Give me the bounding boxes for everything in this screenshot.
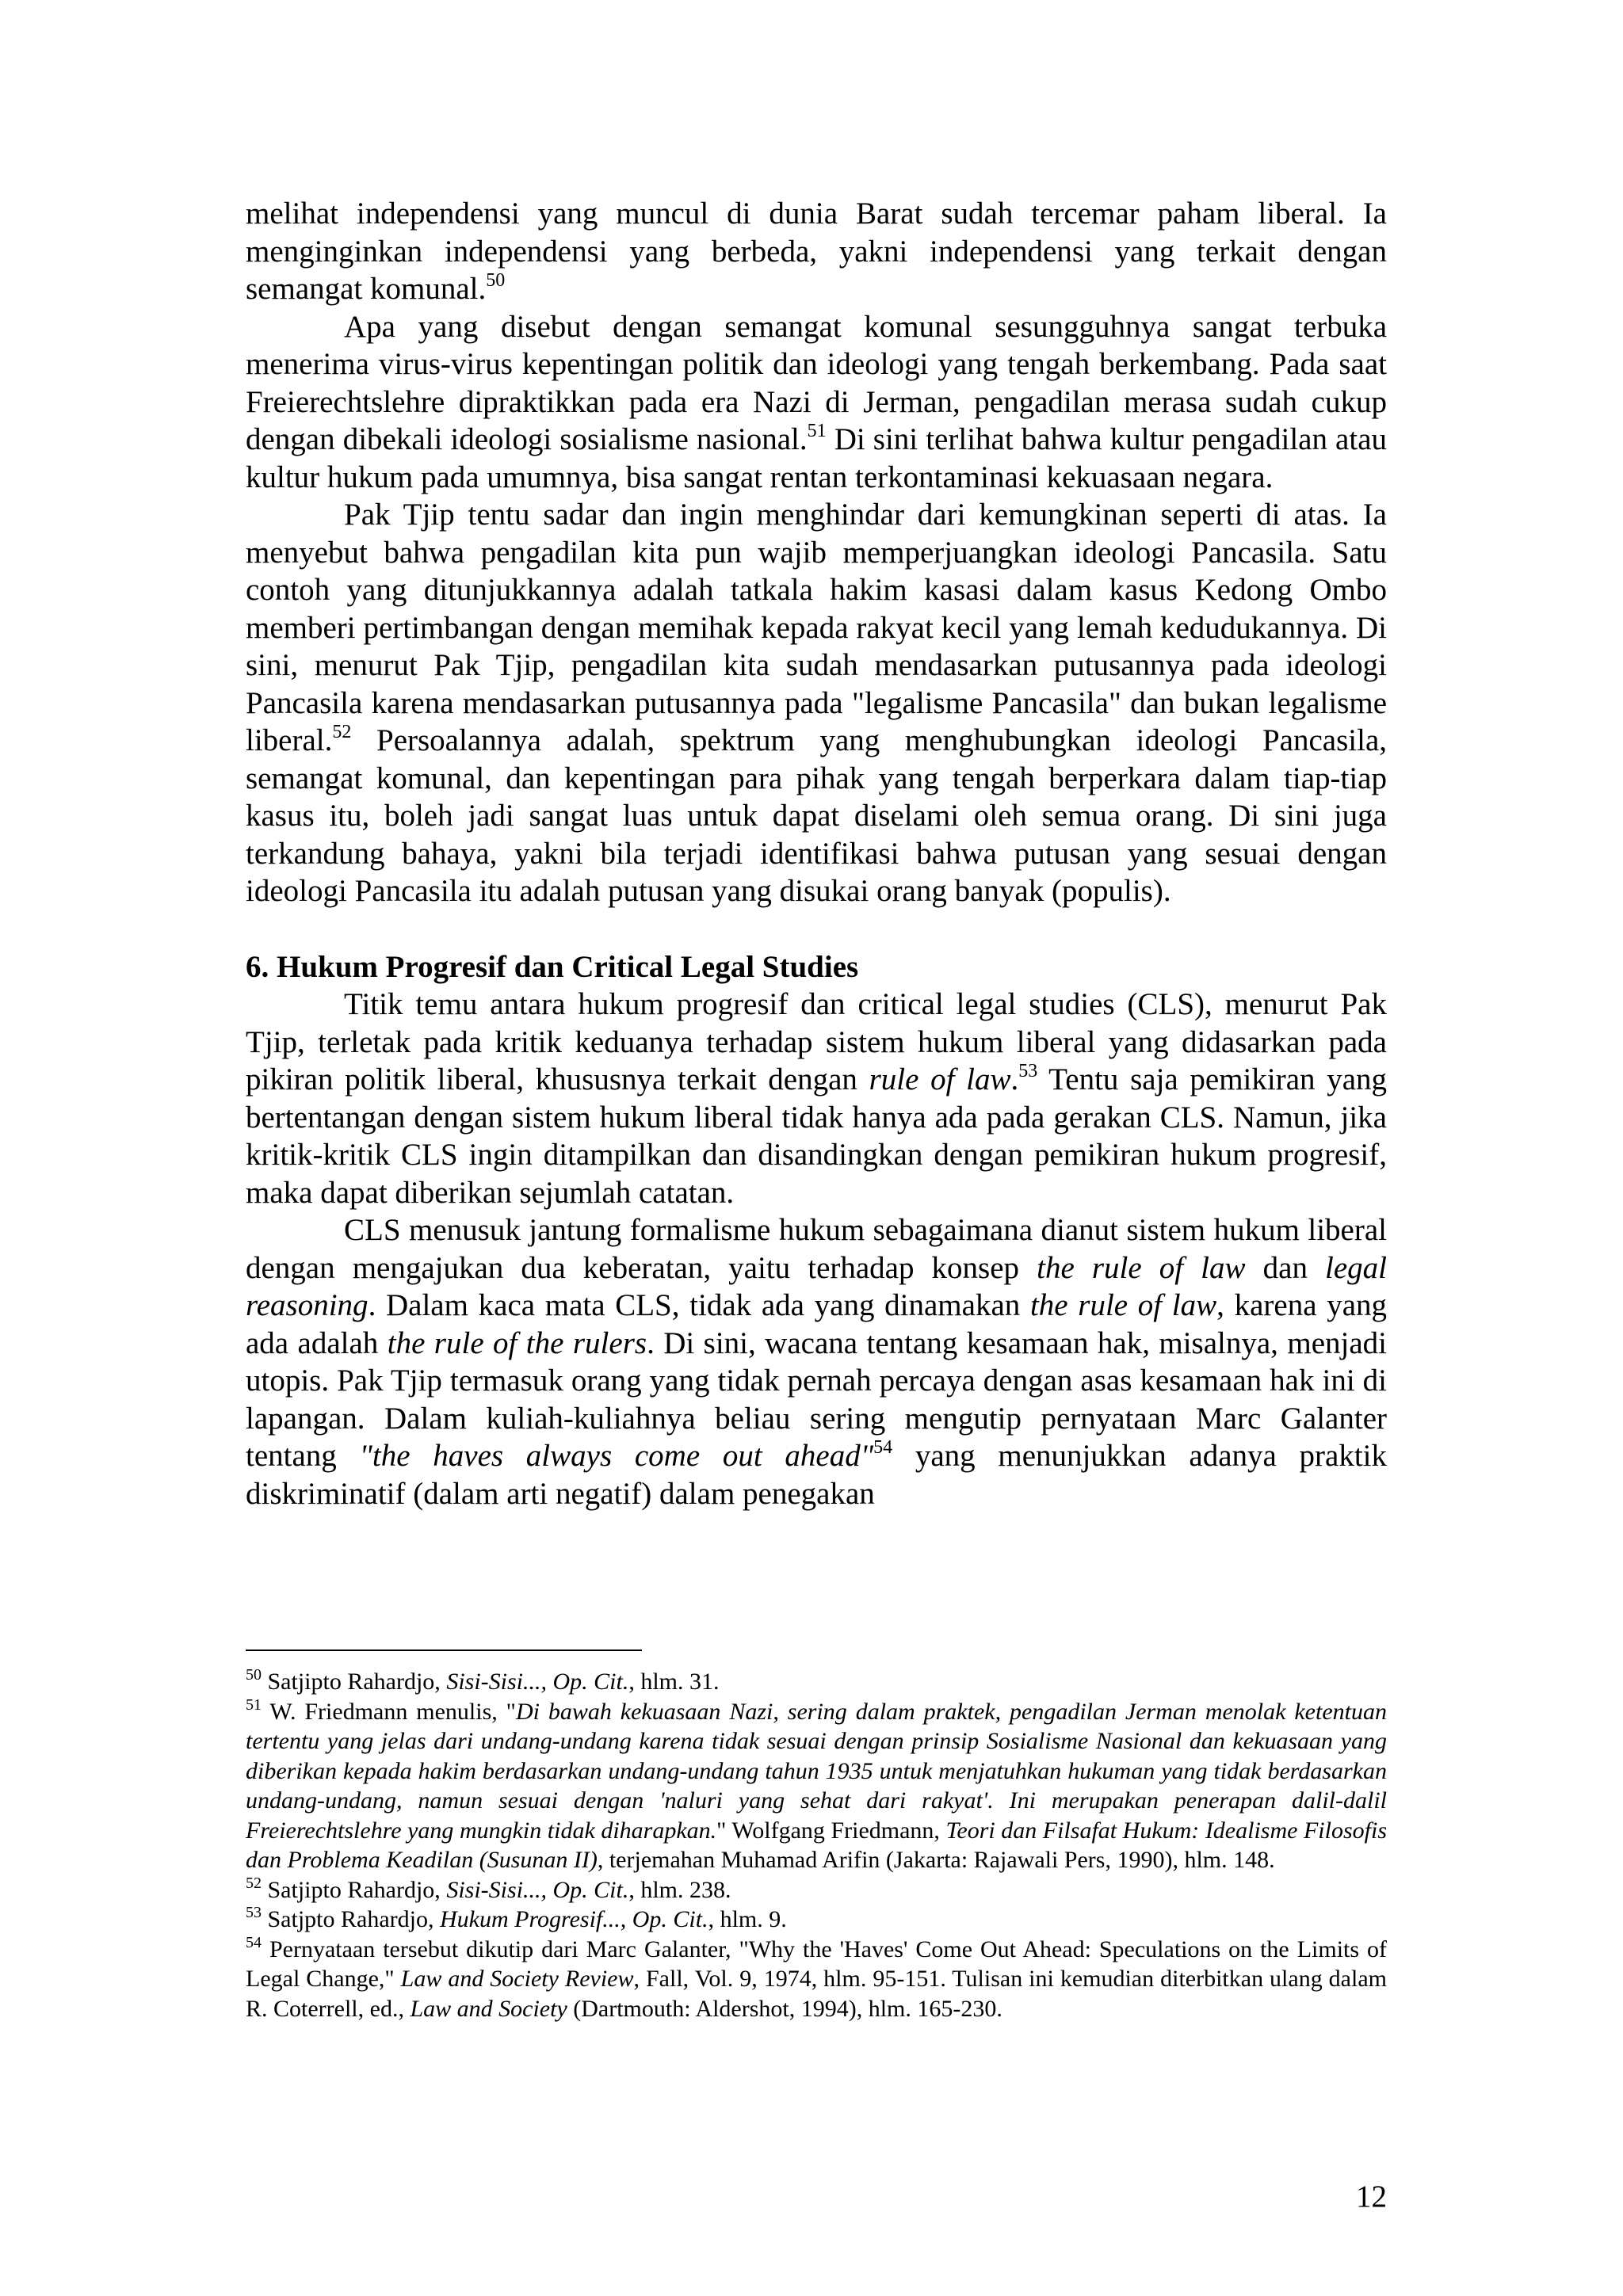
footnote-50 — [246, 1667, 1387, 1697]
paragraph-3-text-b: Persoalannya adalah, spektrum yang menghubungkan ideologi Pancasila, semangat komunal, dan kepentingan para pihak yang tengah berperkara dalam tiap-tiap kasus itu, boleh jadi sangat luas untuk dapat diselami oleh semua orang. Di sini juga terkandung bahaya, yakni bila terjadi identifikasi bahwa putusan yang sesuai dengan ideologi Pancasila itu adalah putusan yang disukai orang banyak (populis). — [246, 723, 1387, 908]
paragraph-2 — [246, 308, 1387, 497]
page-number: 12 — [1356, 2180, 1387, 2214]
paragraph-5-text-d: , karena yang ada adalah — [246, 1288, 1388, 1360]
paragraph-5-text-e: . Di sini, wacana tentang kesamaan hak, misalnya, menjadi utopis. Pak Tjip termasuk orang yang tidak pernah percaya dengan asas kesamaan hak ini di lapangan. Dalam kuliah-kuliahnya beliau sering mengutip pernyataan Marc Galanter tentang — [246, 1325, 1387, 1473]
footnote-50-text-a: Satjipto Rahardjo, — [262, 1669, 447, 1695]
footnote-50-number: 50 — [246, 1666, 262, 1684]
footnote-54-text-c: (Dartmouth: Aldershot, 1994), hlm. 165-230. — [567, 1995, 1002, 2022]
footnote-52-emphasis: Sisi-Sisi..., Op. Cit. — [446, 1876, 629, 1903]
footnote-52-number: 52 — [246, 1874, 262, 1892]
footnote-54-number: 54 — [246, 1933, 262, 1951]
paragraph-3 — [246, 496, 1387, 910]
paragraph-4 — [246, 986, 1387, 1211]
footnote-53-emphasis: Hukum Progresif..., Op. Cit. — [439, 1906, 708, 1932]
paragraph-5-text-c: . Dalam kaca mata CLS, tidak ada yang dinamakan — [368, 1288, 1030, 1322]
footnote-54-emphasis-2: Law and Society — [410, 1995, 567, 2022]
paragraph-5-text-a: CLS menusuk jantung formalisme hukum sebagaimana dianut sistem hukum liberal dengan mengajukan dua keberatan, yaitu terhadap konsep — [246, 1213, 1387, 1285]
paragraph-2-text-a: Apa yang disebut dengan semangat komunal sesungguhnya sangat terbuka menerima virus-virus kepentingan politik dan ideologi yang tengah berkembang. Pada saat Freierechtslehre dipraktikkan pada era Nazi di Jerman, pengadilan merasa sudah cukup dengan dibekali ideologi sosialisme nasional. — [246, 309, 1387, 456]
paragraph-1 — [246, 195, 1387, 308]
paragraph-4-text-b: Tentu saja pemikiran yang bertentangan dengan sistem hukum liberal tidak hanya ada pada gerakan CLS. Namun, jika kritik-kritik CLS ingin ditampilkan dan disandingkan dengan pemikiran hukum progresif, maka dapat diberikan sejumlah catatan. — [246, 1062, 1387, 1210]
footnote-51-text-a: W. Friedmann menulis, " — [262, 1698, 516, 1725]
footnote-ref-51: 51 — [807, 421, 827, 441]
footnote-52-text-b: , hlm. 238. — [628, 1876, 731, 1903]
footnote-ref-53: 53 — [1018, 1061, 1038, 1081]
paragraph-3-text-a: Pak Tjip tentu sadar dan ingin menghindar dari kemungkinan seperti di atas. Ia menyebut bahwa pengadilan kita pun wajib memperjuangkan ideologi Pancasila. Satu contoh yang ditunjukkannya adalah tatkala hakim kasasi dalam kasus Kedong Ombo memberi pertimbangan dengan memihak kepada rakyat kecil yang lemah kedudukannya. Di sini, menurut Pak Tjip, pengadilan kita sudah mendasarkan putusannya pada ideologi Pancasila karena mendasarkan putusannya pada "legalisme Pancasila" dan bukan legalisme liberal. — [246, 498, 1387, 757]
paragraph-4-text-a: Titik temu antara hukum progresif dan critical legal studies (CLS), menurut Pak Tjip, terletak pada kritik keduanya terhadap sistem hukum liberal yang didasarkan pada pikiran politik liberal, khususnya terkait dengan — [246, 987, 1387, 1097]
footnote-51 — [246, 1697, 1387, 1875]
paragraph-2-text-b: Di sini terlihat bahwa kultur pengadilan atau kultur hukum pada umumnya, bisa sangat rentan terkontaminasi kekuasaan negara. — [246, 422, 1388, 494]
footnote-ref-50: 50 — [486, 270, 506, 291]
footnote-51-number: 51 — [246, 1695, 262, 1714]
footnotes — [246, 1667, 1387, 2023]
footnote-54-text-b: , Fall, Vol. 9, 1974, hlm. 95-151. Tulisan ini kemudian diterbitkan ulang dalam R. Coterrell, ed., — [246, 1966, 1387, 2022]
paragraph-5-emphasis-2: legal reasoning — [246, 1250, 1388, 1322]
footnote-51-text-b: " Wolfgang Friedmann, — [716, 1817, 946, 1844]
paragraph-4-emphasis: rule of law — [869, 1062, 1011, 1097]
footnote-ref-52: 52 — [332, 722, 352, 742]
body-text — [246, 195, 1387, 1512]
footnote-separator — [246, 1650, 642, 1651]
footnote-50-text-b: , hlm. 31. — [628, 1669, 720, 1695]
footnote-54-emphasis-1: Law and Society Review — [400, 1966, 634, 1992]
paragraph-5-text-f: yang menunjukkan adanya praktik diskriminatif (dalam arti negatif) dalam penegakan — [246, 1439, 1388, 1511]
footnote-53-text-b: , hlm. 9. — [708, 1906, 787, 1932]
footnote-54-text-a: Pernyataan tersebut dikutip dari Marc Galanter, "Why the 'Haves' Come Out Ahead: Speculations on the Limits of Legal Change," — [246, 1936, 1387, 1992]
paragraph-5-emphasis-3: the rule of law — [1029, 1288, 1217, 1322]
footnote-53-text-a: Satjpto Rahardjo, — [262, 1906, 440, 1932]
footnote-ref-54: 54 — [873, 1437, 893, 1458]
footnote-54 — [246, 1935, 1387, 2024]
paragraph-5-emphasis-4: the rule of the rulers — [387, 1325, 647, 1360]
footnote-52-text-a: Satjipto Rahardjo, — [262, 1876, 447, 1903]
paragraph-5-emphasis-5: "the haves always come out ahead" — [359, 1439, 874, 1473]
footnote-53 — [246, 1905, 1387, 1935]
footnote-52 — [246, 1875, 1387, 1905]
paragraph-4-punct: . — [1010, 1062, 1019, 1097]
paragraph-5-emphasis-1: the rule of law — [1037, 1250, 1246, 1285]
footnote-51-text-c: , terjemahan Muhamad Arifin (Jakarta: Rajawali Pers, 1990), hlm. 148. — [597, 1847, 1275, 1873]
paragraph-1-text: melihat independensi yang muncul di dunia Barat sudah tercemar paham liberal. Ia menginginkan independensi yang berbeda, yakni independensi yang terkait dengan semangat komunal. — [246, 196, 1387, 306]
footnote-53-number: 53 — [246, 1904, 262, 1921]
paragraph-5-text-b: dan — [1245, 1250, 1326, 1285]
section-heading: 6. Hukum Progresif dan Critical Legal Studies — [246, 949, 859, 984]
footnote-51-emphasis-1: Di bawah kekuasaan Nazi, sering dalam praktek, pengadilan Jerman menolak ketentuan tertentu yang jelas dari undang-undang karena tidak sesuai dengan prinsip Sosialisme Nasional dan kekuasaan yang diberikan kepada hakim berdasarkan undang-undang tahun 1935 untuk menjatuhkan hukuman yang tidak berdasarkan undang-undang, namun sesuai dengan 'naluri yang sehat dari rakyat'. Ini merupakan penerapan dalil-dalil Freierechtslehre yang mungkin tidak diharapkan. — [246, 1698, 1387, 1844]
footnote-51-emphasis-2: Teori dan Filsafat Hukum: Idealisme Filosofis dan Problema Keadilan (Susunan II) — [246, 1817, 1387, 1873]
paragraph-5 — [246, 1211, 1387, 1512]
footnote-50-emphasis: Sisi-Sisi..., Op. Cit. — [446, 1669, 629, 1695]
